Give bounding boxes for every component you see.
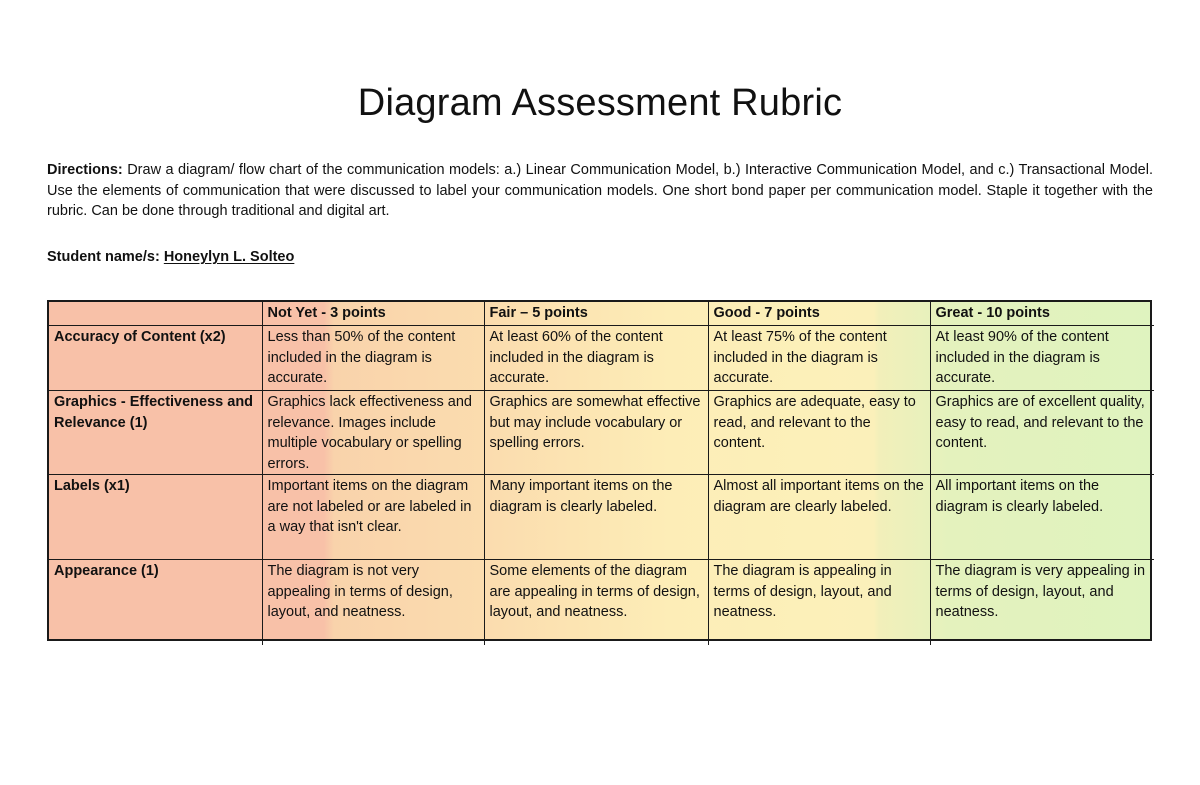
rubric-cell: Graphics are adequate, easy to read, and relevant to the content. xyxy=(708,391,930,475)
rubric-cell: At least 90% of the content included in the diagram is accurate. xyxy=(930,326,1154,391)
criterion-cell: Accuracy of Content (x2) xyxy=(49,326,262,391)
rubric-cell: All important items on the diagram is clearly labeled. xyxy=(930,475,1154,560)
rubric-cell: Less than 50% of the content included in the diagram is accurate. xyxy=(262,326,484,391)
rubric-cell: Graphics lack effectiveness and relevance. Images include multiple vocabulary or spelling errors. xyxy=(262,391,484,475)
rubric-header-row xyxy=(49,302,1154,326)
header-great: Great - 10 points xyxy=(930,302,1154,326)
criterion-cell: Appearance (1) xyxy=(49,560,262,646)
rubric-cell: At least 75% of the content included in the diagram is accurate. xyxy=(708,326,930,391)
rubric-cell: Almost all important items on the diagram are clearly labeled. xyxy=(708,475,930,560)
rubric-cell: Graphics are somewhat effective but may include vocabulary or spelling errors. xyxy=(484,391,708,475)
header-fair: Fair – 5 points xyxy=(484,302,708,326)
rubric-cell: The diagram is very appealing in terms of design, layout, and neatness. xyxy=(930,560,1154,646)
directions-label: Directions: xyxy=(47,162,123,178)
student-name: Honeylyn L. Solteo xyxy=(163,249,295,265)
table-row xyxy=(49,391,1154,475)
directions-text: Draw a diagram/ flow chart of the communication models: a.) Linear Communication Model, b.) Interactive Communication Model, and c.) Transactional Model. Use the elements of communication that were discussed to label your communication models. One short bond paper per communication model. Staple it together with the rubric. Can be done through traditional and digital art. xyxy=(47,162,1153,219)
criterion-cell: Labels (x1) xyxy=(49,475,262,560)
header-blank-cell xyxy=(49,302,262,326)
rubric-cell: At least 60% of the content included in the diagram is accurate. xyxy=(484,326,708,391)
student-line xyxy=(47,249,294,265)
table-row xyxy=(49,560,1154,646)
rubric-cell: Many important items on the diagram is clearly labeled. xyxy=(484,475,708,560)
rubric-cell: Graphics are of excellent quality, easy to read, and relevant to the content. xyxy=(930,391,1154,475)
rubric-table xyxy=(47,300,1152,641)
header-good: Good - 7 points xyxy=(708,302,930,326)
rubric-cell: Important items on the diagram are not labeled or are labeled in a way that isn't clear. xyxy=(262,475,484,560)
table-row xyxy=(49,326,1154,391)
student-label: Student name/s: xyxy=(47,249,164,265)
rubric-cell: The diagram is appealing in terms of design, layout, and neatness. xyxy=(708,560,930,646)
rubric-cell: The diagram is not very appealing in terms of design, layout, and neatness. xyxy=(262,560,484,646)
directions-paragraph xyxy=(47,160,1153,222)
table-row xyxy=(49,475,1154,560)
header-not-yet: Not Yet - 3 points xyxy=(262,302,484,326)
criterion-cell: Graphics - Effectiveness and Relevance (1) xyxy=(49,391,262,475)
page-title: Diagram Assessment Rubric xyxy=(357,82,843,124)
rubric-cell: Some elements of the diagram are appealing in terms of design, layout, and neatness. xyxy=(484,560,708,646)
